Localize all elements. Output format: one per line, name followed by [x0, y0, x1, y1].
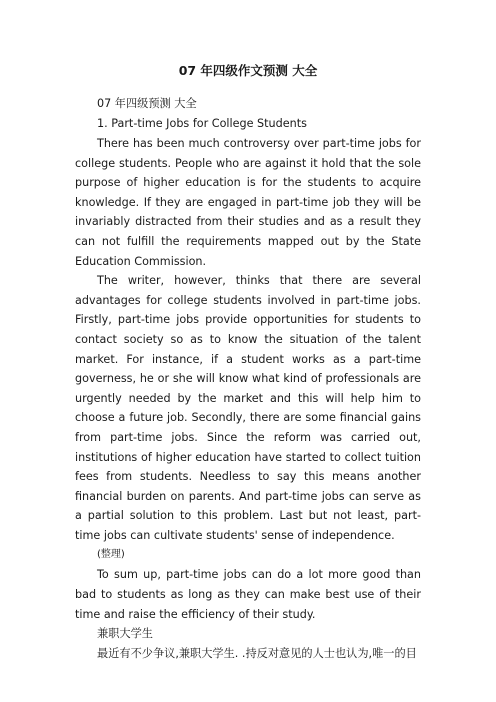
note-label: (整理) [97, 549, 125, 561]
document-title: 07 年四级作文预测 大全 [178, 63, 318, 78]
essay-heading: 1. Part-time Jobs for College Students [97, 117, 307, 130]
document-subtitle: 07 年四级预测 大全 [97, 97, 197, 110]
chinese-paragraph: 最近有不少争议,兼职大学生. .持反对意见的人士也认为,唯一的目 [97, 647, 417, 661]
essay-paragraph-3: To sum up, part-time jobs can do a lot more good than bad to students as long as they can make best use of their time and raise the efficiency of their study. [75, 568, 421, 621]
chinese-heading: 兼职大学生 [97, 627, 153, 641]
essay-paragraph-1: There has been much controversy over part-time jobs for college students. People who are against it hold that the sole purpose of higher education is for the students to acquire knowledge. If they are engaged in part-time job they will be invariably distracted from their studies and as a result they can not fulfill the requirements mapped out by the State Education Commission. [75, 137, 421, 268]
essay-paragraph-2: The writer, however, thinks that there are several advantages for college students involved in part-time jobs. Firstly, part-time jobs provide opportunities for students to contact society so as to know the situation of the talent market. For instance, if a student works as a part-time governess, he or she will know what kind of professionals are urgently needed by the market and this will help him to choose a future job. Secondly, there are some financial gains from part-time jobs. Since the reform was carried out, institutions of higher education have started to collect tuition fees from students. Needless to say this means another financial burden on parents. And part-time jobs can serve as a partial solution to this problem. Last but not least, part-time jobs can cultivate students' sense of independence. [75, 274, 421, 542]
